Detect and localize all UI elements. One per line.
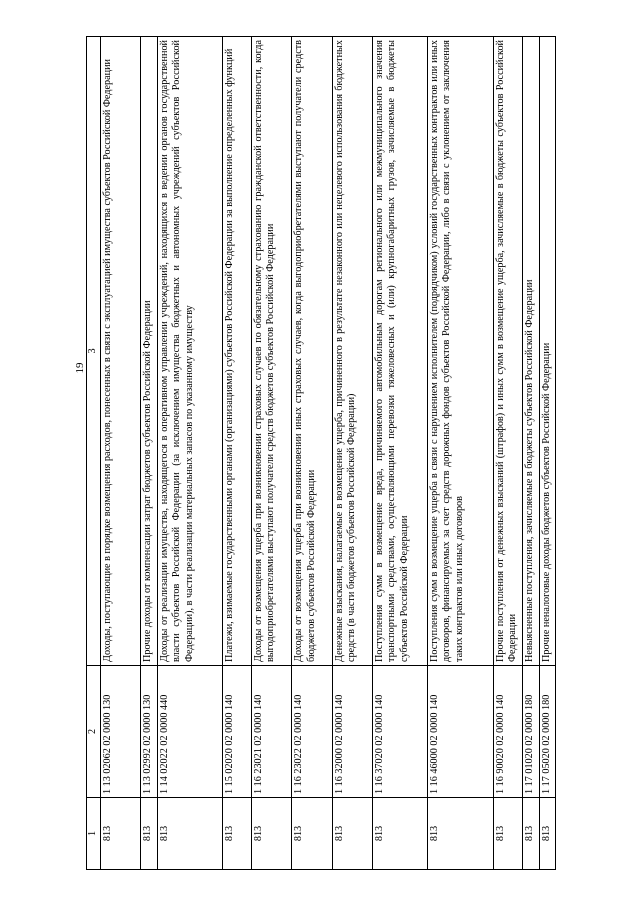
rotated-table-frame [86,36,556,870]
budget-code-cell: 1 16 37020 02 0000 140 [372,666,427,798]
admin-code-cell: 813 [157,798,223,870]
page-number: 19 [74,362,86,374]
budget-code-cell: 1 16 23022 02 0000 140 [292,666,332,798]
header-cell-2: 2 [87,666,101,798]
table-row [101,37,141,870]
budget-code-cell: 1 16 23021 02 0000 140 [251,666,291,798]
admin-code-cell: 813 [523,798,539,870]
budget-code-cell: 1 14 02022 02 0000 440 [157,666,223,798]
budget-code-cell: 1 17 05020 02 0000 180 [539,666,555,798]
description-cell: Поступления сумм в возмещение ущерба в связи с нарушением исполнителем (подрядчиком) условий государственных контрактов или иных договоров, финансируемых за счет средств дорожных фондов субъектов Российской Федерации, либо в связи с уклонением от заключения таких контрактов или иных договоров [427,37,493,666]
admin-code-cell: 813 [292,798,332,870]
table-row [539,37,555,870]
description-cell: Доходы от возмещения ущерба при возникновении страховых случаев по обязательному страхованию гражданской ответственности, когда выгодоприобретателями выступают получатели средств бюджетов субъектов Российской Федерации [251,37,291,666]
table-row [292,37,332,870]
revenue-codes-table [86,36,556,870]
budget-code-cell: 1 17 01020 02 0000 180 [523,666,539,798]
admin-code-cell: 813 [223,798,252,870]
budget-code-cell: 1 16 46000 02 0000 140 [427,666,493,798]
admin-code-cell: 813 [427,798,493,870]
table-row [332,37,372,870]
admin-code-cell: 813 [141,798,157,870]
description-cell: Прочие поступления от денежных взысканий (штрафов) и иных сумм в возмещение ущерба, зачисляемые в бюджеты субъектов Российской Федерации [493,37,523,666]
admin-code-cell: 813 [372,798,427,870]
table-row [493,37,523,870]
description-cell: Доходы от возмещения ущерба при возникновении иных страховых случаев, когда выгодоприобретателями выступают получатели средств бюджетов субъектов Российской Федерации [292,37,332,666]
description-cell: Прочие неналоговые доходы бюджетов субъектов Российской Федерации [539,37,555,666]
header-row [87,37,101,870]
description-cell: Денежные взыскания, налагаемые в возмещение ущерба, причиненного в результате незаконного или нецелевого использования бюджетных средств (в части бюджетов субъектов Российской Федерации) [332,37,372,666]
table-row [141,37,157,870]
header-cell-1: 1 [87,798,101,870]
description-cell: Поступления сумм в возмещение вреда, причиняемого автомобильным дорогам регионального или межмуниципального значения транспортными средствами, осуществляющими перевозки тяжеловесных и (или) крупногабаритных грузов, зачисляемые в бюджеты субъектов Российской Федерации [372,37,427,666]
table-row [223,37,252,870]
budget-code-cell: 1 16 90020 02 0000 140 [493,666,523,798]
description-cell: Доходы, поступающие в порядке возмещения расходов, понесенных в связи с эксплуатацией имущества субъектов Российской Федерации [101,37,141,666]
budget-code-cell: 1 15 02020 02 0000 140 [223,666,252,798]
table-row [523,37,539,870]
table-container [86,36,556,870]
admin-code-cell: 813 [101,798,141,870]
admin-code-cell: 813 [251,798,291,870]
admin-code-cell: 813 [539,798,555,870]
budget-code-cell: 1 16 32000 02 0000 140 [332,666,372,798]
table-row [427,37,493,870]
description-cell: Доходы от реализации имущества, находящегося в оперативном управлении учреждений, находящихся в ведении органов государственной власти субъектов Российской Федерации (за исключением имущества бюджетных и автономных учреждений субъектов Российской Федерации), в части реализации материальных запасов по указанному имуществу [157,37,223,666]
budget-code-cell: 1 13 02992 02 0000 130 [141,666,157,798]
admin-code-cell: 813 [493,798,523,870]
description-cell: Прочие доходы от компенсации затрат бюджетов субъектов Российской Федерации [141,37,157,666]
description-cell: Невыясненные поступления, зачисляемые в бюджеты субъектов Российской Федерации [523,37,539,666]
table-row [251,37,291,870]
budget-code-cell: 1 13 02062 02 0000 130 [101,666,141,798]
table-row [372,37,427,870]
header-cell-3: 3 [87,37,101,666]
admin-code-cell: 813 [332,798,372,870]
table-row [157,37,223,870]
description-cell: Платежи, взимаемые государственными органами (организациями) субъектов Российской Федерации за выполнение определенных функций [223,37,252,666]
